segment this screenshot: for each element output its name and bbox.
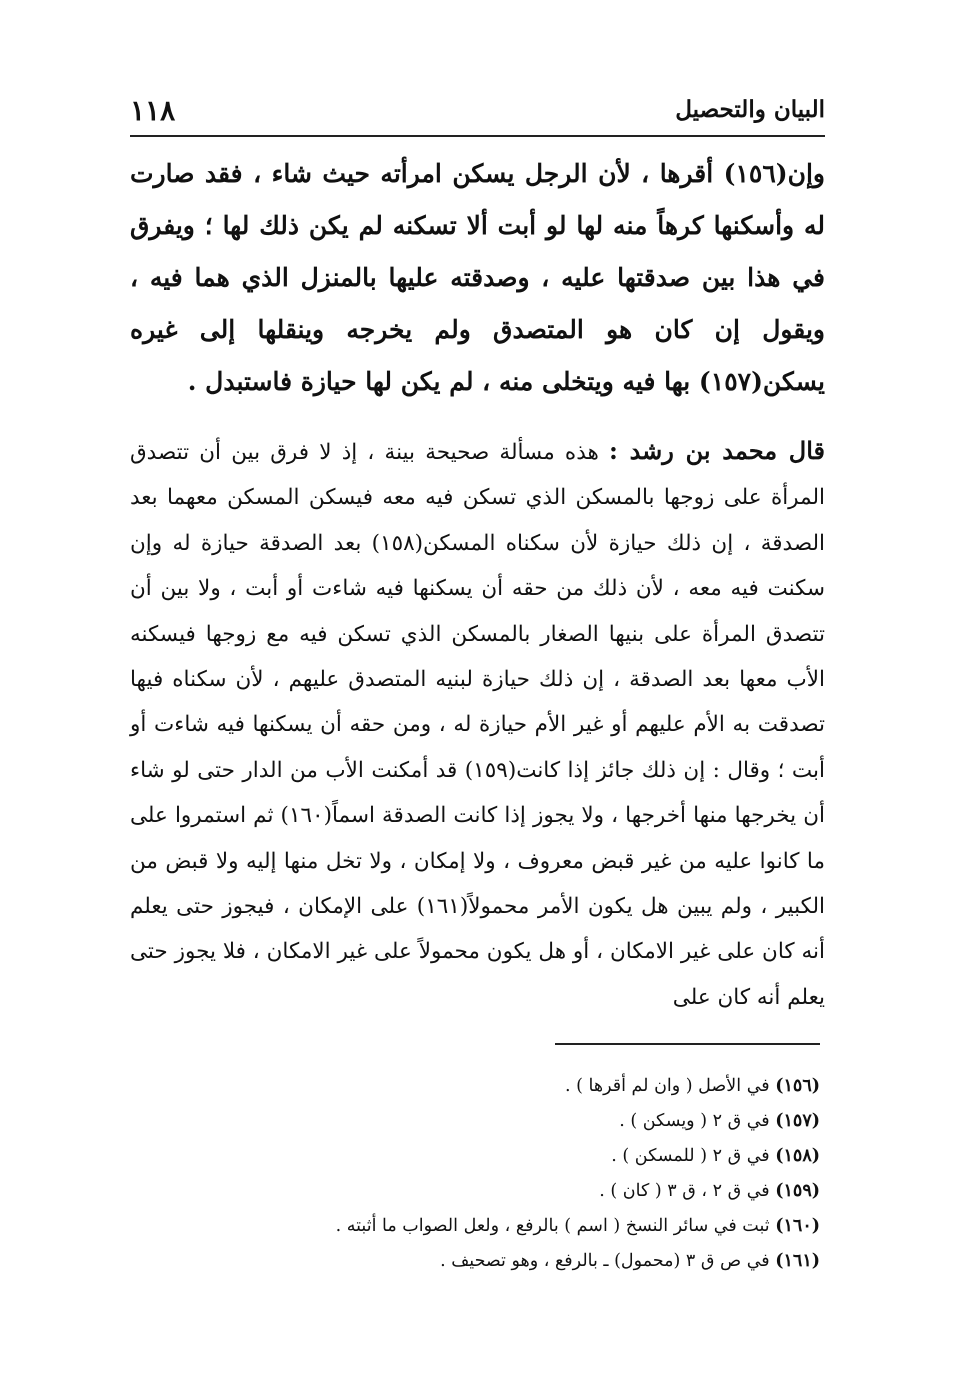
footnotes (130, 1069, 820, 1279)
footnote-text: في ص ق ٣ (محمول) ـ بالرفع ، وهو تصحيف . (440, 1251, 770, 1271)
commentary-speaker: قال محمد بن رشد : (609, 436, 825, 465)
footnote-item (130, 1069, 820, 1104)
footnote-number: (١٦٠) (775, 1216, 820, 1236)
footnote-item (130, 1209, 820, 1244)
page-header (130, 92, 825, 132)
footnote-text: ثبت في سائر النسخ ( اسم ) بالرفع ، ولعل الصواب ما أثبته . (335, 1216, 770, 1236)
paragraph-continuation: وإن(١٥٦) أقرها ، لأن الرجل يسكن امرأته حيث شاء ، فقد صارت له وأسكنها كرهاً منه لها لو أبت ألا تسكنه لم يكن ذلك لها ؛ ويفرق في هذا بين صدقتها عليه ، وصدقته عليها بالمنزل الذي هما فيه ، ويقول إن كان هو المتصدق ولم يخرجه وينقلها إلى غيره يسكن(١٥٧) بها فيه ويتخلى منه ، لم يكن لها حيازة فاستبدل . (130, 159, 825, 396)
footnote-item (130, 1139, 820, 1174)
footnote-text: في الأصل ( وان لم أقرها ) . (565, 1076, 770, 1096)
footnote-number: (١٥٧) (775, 1111, 820, 1131)
commentary-paragraph (130, 428, 825, 1020)
footnote-number: (١٥٩) (775, 1181, 820, 1201)
running-title: البيان والتحصيل (675, 96, 825, 123)
footnote-number: (١٥٨) (775, 1146, 820, 1166)
header-rule (130, 135, 825, 137)
footnote-text: في ق ٢ ( للمسكن ) . (611, 1146, 770, 1166)
footnote-rule (555, 1043, 820, 1045)
footnote-number: (١٥٦) (775, 1076, 820, 1096)
footnote-number: (١٦١) (775, 1251, 820, 1271)
page-number: ١١٨ (130, 94, 176, 127)
footnote-text: في ق ٢ ، ق ٣ ( كان ) . (599, 1181, 770, 1201)
footnote-text: في ق ٢ ( ويسكن ) . (619, 1111, 770, 1131)
footnote-item (130, 1104, 820, 1139)
commentary-text: هذه مسألة صحيحة بينة ، إذ لا فرق بين أن تتصدق المرأة على زوجها بالمسكن الذي تسكن فيه معه فيسكن المسكن معهما بعد الصدقة ، إن ذلك حيازة لأن سكناه المسكن(١٥٨) بعد الصدقة حيازة له وإن سكنت فيه معه ، لأن ذلك من حقه أن يسكنها فيه شاءت أو أبت ، ولا بين أن تتصدق المرأة على بنيها الصغار بالمسكن الذي تسكن فيه مع زوجها فيسكنه الأب معها بعد الصدقة ، إن ذلك حيازة لبنيه المتصدق عليهم ، لأن سكناه فيها تصدقت به الأم عليهم أو غير الأم حيازة له ، ومن حقه أن يسكنها فيه شاءت أو أبت ؛ وقال : إن ذلك جائز إذا كانت(١٥٩) قد أمكنت الأب من الدار حتى لو شاء أن يخرجها منها أخرجها ، ولا يجوز إذا كانت الصدقة اسماً(١٦٠) ثم استمروا على ما كانوا عليه من غير قبض معروف ، ولا إمكان ، ولا تخل منها إليه ولا قبض من الكبير ، ولم يبين هل يكون الأمر محمولاً(١٦١) على الإمكان ، فيجوز حتى يعلم أنه كان على غير الامكان ، أو هل يكون محمولاً على غير الامكان ، فلا يجوز حتى يعلم أنه كان على (130, 440, 825, 1010)
footnote-item (130, 1244, 820, 1279)
footnote-item (130, 1174, 820, 1209)
